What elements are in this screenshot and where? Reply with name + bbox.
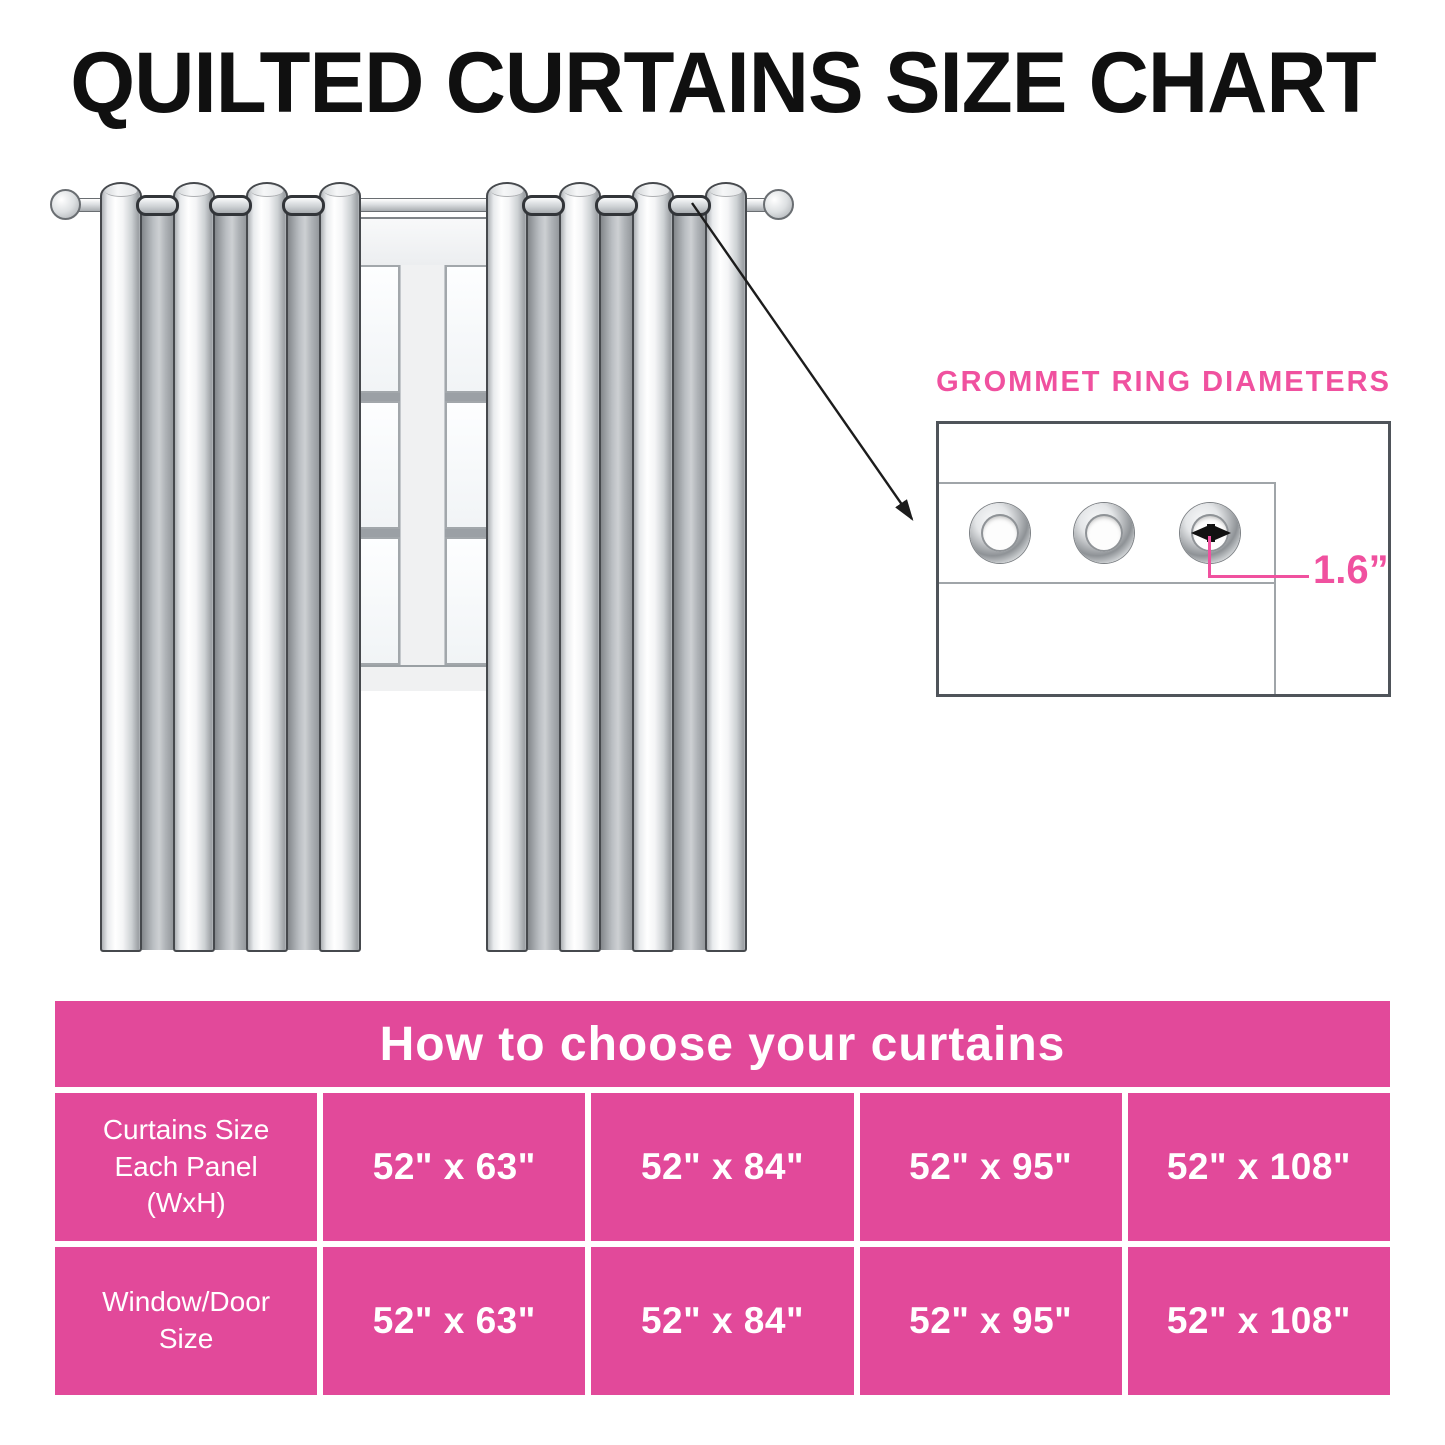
curtain-fold: [246, 182, 288, 952]
grommet-ring: [1074, 503, 1134, 563]
curtain-pleat-recess: [142, 206, 173, 950]
glazing-bar: [357, 393, 400, 401]
window-pane: [357, 537, 400, 665]
grommet-band-line: [1274, 482, 1276, 694]
curtain-pleat-recess: [215, 206, 246, 950]
window-pane: [357, 265, 400, 393]
glazing-bar: [357, 529, 400, 537]
window-sill: [349, 665, 496, 691]
row-label-window-size: Window/Door Size: [55, 1247, 317, 1395]
annotation-arrow: [600, 185, 980, 545]
curtain-fold: [173, 182, 215, 952]
diameter-value-label: 1.6”: [1313, 548, 1389, 592]
curtain-fold: [486, 182, 528, 952]
curtain-pleat-recess: [288, 206, 319, 950]
size-cell: 52" x 108": [1128, 1093, 1390, 1241]
window-pane: [445, 537, 488, 665]
row-label-curtain-size: Curtains Size Each Panel (WxH): [55, 1093, 317, 1241]
window-center-stile: [400, 265, 445, 665]
grommet-diagram-heading: GROMMET RING DIAMETERS: [936, 366, 1391, 398]
curtain-pleat-recess: [528, 206, 559, 950]
window-top-rail: [349, 219, 496, 265]
grommet-on-rod: [136, 195, 179, 216]
window-pane: [445, 265, 488, 393]
window: [349, 217, 496, 691]
size-cell: 52" x 108": [1128, 1247, 1390, 1395]
grommet-on-rod: [282, 195, 325, 216]
size-cell: 52" x 95": [860, 1247, 1122, 1395]
curtain-fold: [100, 182, 142, 952]
size-table: [55, 1001, 1390, 1395]
grommet-band-line: [939, 582, 1276, 584]
window-pane-column: [357, 265, 400, 665]
curtain-panel-left: [100, 182, 361, 952]
measurement-line: [1208, 536, 1211, 578]
rod-finial-left: [50, 189, 81, 220]
size-cell: 52" x 63": [323, 1247, 585, 1395]
size-cell: 52" x 84": [591, 1247, 853, 1395]
curtain-fold: [559, 182, 601, 952]
window-pane-column: [445, 265, 488, 665]
grommet-diagram-box: [936, 421, 1391, 697]
grommet-on-rod: [522, 195, 565, 216]
size-cell: 52" x 84": [591, 1093, 853, 1241]
size-table-header: How to choose your curtains: [55, 1001, 1390, 1087]
glazing-bar: [445, 393, 488, 401]
grommet-on-rod: [209, 195, 252, 216]
grommet-band-line: [939, 482, 1276, 484]
window-pane: [357, 401, 400, 529]
size-cell: 52" x 63": [323, 1093, 585, 1241]
page-title: QUILTED CURTAINS SIZE CHART: [69, 35, 1376, 131]
size-cell: 52" x 95": [860, 1093, 1122, 1241]
diameter-arrow-icon: [1186, 524, 1236, 542]
measurement-line: [1208, 575, 1309, 578]
glazing-bar: [445, 529, 488, 537]
window-pane: [445, 401, 488, 529]
curtain-fold: [319, 182, 361, 952]
